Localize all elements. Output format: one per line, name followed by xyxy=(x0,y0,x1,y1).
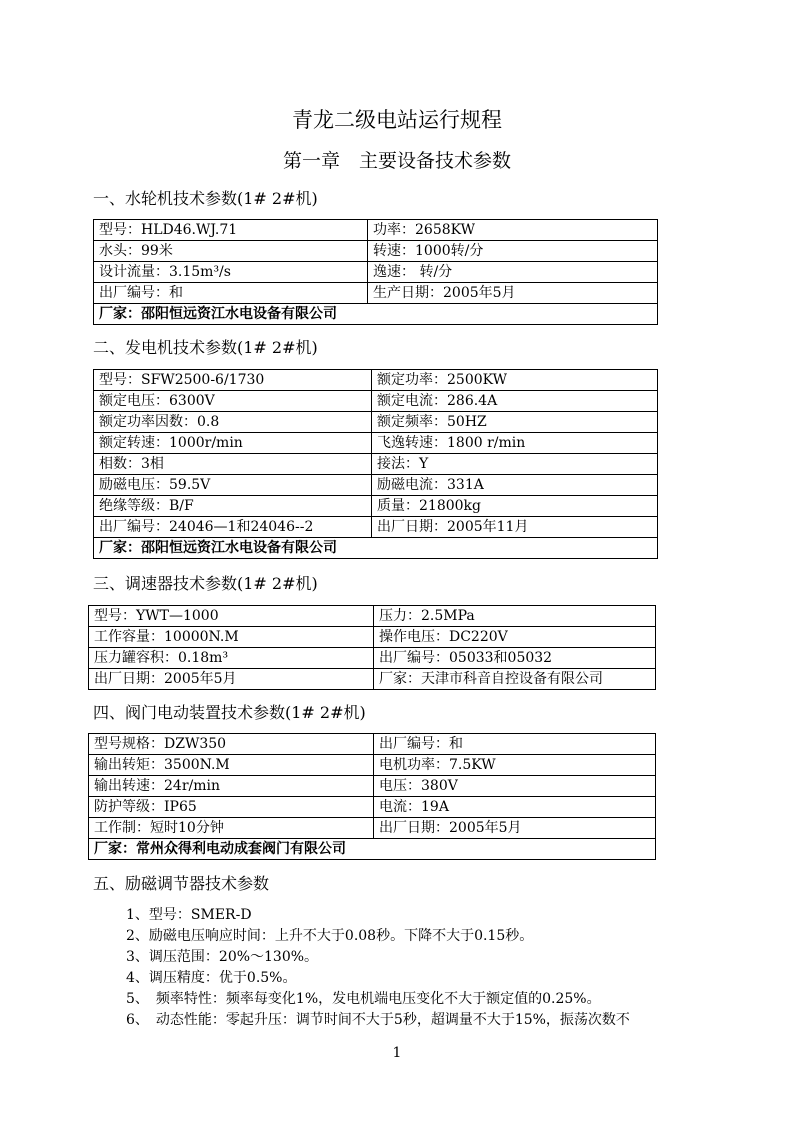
table-row xyxy=(89,669,656,690)
table-cell: 厂家：常州众得利电动成套阀门有限公司 xyxy=(89,839,656,860)
table-cell: 电流：19A xyxy=(374,797,656,818)
table-row xyxy=(94,517,658,538)
table-cell: 出厂编号：05033和05032 xyxy=(374,648,656,669)
section-heading-valve-actuator: 四、阀门电动装置技术参数(1# 2#机) xyxy=(93,703,366,722)
table-cell: 防护等级：IP65 xyxy=(89,797,374,818)
table-cell: 水头：99米 xyxy=(94,241,368,262)
table-cell: 型号：YWT—1000 xyxy=(89,606,374,627)
table-cell: 逸速： 转/分 xyxy=(368,262,658,283)
section-heading-turbine: 一、水轮机技术参数(1# 2#机) xyxy=(93,189,318,208)
table-cell: 型号：SFW2500-6/1730 xyxy=(94,370,372,391)
table-cell: 励磁电压：59.5V xyxy=(94,475,372,496)
table-cell: 出厂日期：2005年5月 xyxy=(374,818,656,839)
document-title: 青龙二级电站运行规程 xyxy=(292,108,502,132)
table-cell: 压力罐容积：0.18m³ xyxy=(89,648,374,669)
table-row xyxy=(89,734,656,755)
table-row xyxy=(89,839,656,860)
table-row xyxy=(89,776,656,797)
governor-params-table xyxy=(88,605,656,690)
table-cell: 质量：21800kg xyxy=(372,496,658,517)
table-cell: 工作容量：10000N.M xyxy=(89,627,374,648)
table-cell: 出厂日期：2005年5月 xyxy=(89,669,374,690)
table-row xyxy=(94,370,658,391)
section-heading-governor: 三、调速器技术参数(1# 2#机) xyxy=(93,574,318,593)
table-row xyxy=(94,283,658,304)
table-cell: 厂家：邵阳恒远资江水电设备有限公司 xyxy=(94,304,658,325)
table-cell: 生产日期：2005年5月 xyxy=(368,283,658,304)
table-cell: 操作电压：DC220V xyxy=(374,627,656,648)
table-cell: 接法：Y xyxy=(372,454,658,475)
table-cell: 额定频率：50HZ xyxy=(372,412,658,433)
section-heading-excitation-regulator: 五、励磁调节器技术参数 xyxy=(93,874,270,893)
table-row xyxy=(94,391,658,412)
table-row xyxy=(94,220,658,241)
table-cell: 额定电压：6300V xyxy=(94,391,372,412)
table-cell: 出厂编号：24046—1和24046--2 xyxy=(94,517,372,538)
table-cell: 转速：1000转/分 xyxy=(368,241,658,262)
table-row xyxy=(89,797,656,818)
table-cell: 型号规格：DZW350 xyxy=(89,734,374,755)
table-cell: 出厂日期：2005年11月 xyxy=(372,517,658,538)
table-cell: 额定功率：2500KW xyxy=(372,370,658,391)
section-heading-generator: 二、发电机技术参数(1# 2#机) xyxy=(93,338,318,357)
table-cell: 励磁电流：331A xyxy=(372,475,658,496)
list-item: 2、励磁电压响应时间：上升不大于0.08秒。下降不大于0.15秒。 xyxy=(126,928,534,944)
table-cell: 工作制：短时10分钟 xyxy=(89,818,374,839)
list-item: 4、调压精度：优于0.5%。 xyxy=(126,970,297,986)
table-row xyxy=(94,433,658,454)
generator-params-table xyxy=(93,369,658,559)
table-row xyxy=(89,606,656,627)
table-row xyxy=(94,538,658,559)
table-cell: 压力：2.5MPa xyxy=(374,606,656,627)
table-row xyxy=(89,648,656,669)
table-cell: 型号：HLD46.WJ.71 xyxy=(94,220,368,241)
table-cell: 飞逸转速：1800 r/min xyxy=(372,433,658,454)
valve-actuator-params-table xyxy=(88,733,656,860)
list-item: 6、 动态性能：零起升压：调节时间不大于5秒，超调量不大于15%，振荡次数不 xyxy=(126,1012,630,1028)
table-cell: 输出转矩：3500N.M xyxy=(89,755,374,776)
table-cell: 电压：380V xyxy=(374,776,656,797)
table-cell: 厂家：天津市科音自控设备有限公司 xyxy=(374,669,656,690)
table-cell: 电机功率：7.5KW xyxy=(374,755,656,776)
chapter-title: 第一章 主要设备技术参数 xyxy=(282,150,511,172)
list-item: 3、调压范围：20%～130%。 xyxy=(126,949,319,965)
turbine-params-table xyxy=(93,219,658,325)
table-cell: 功率：2658KW xyxy=(368,220,658,241)
table-row xyxy=(94,304,658,325)
list-item: 1、型号：SMER-D xyxy=(126,907,252,923)
table-row xyxy=(94,412,658,433)
table-cell: 额定转速：1000r/min xyxy=(94,433,372,454)
table-row xyxy=(89,627,656,648)
table-cell: 设计流量：3.15m³/s xyxy=(94,262,368,283)
table-cell: 出厂编号：和 xyxy=(374,734,656,755)
table-row xyxy=(94,241,658,262)
table-cell: 厂家：邵阳恒远资江水电设备有限公司 xyxy=(94,538,658,559)
table-cell: 绝缘等级：B/F xyxy=(94,496,372,517)
table-row xyxy=(89,755,656,776)
table-cell: 额定功率因数：0.8 xyxy=(94,412,372,433)
excitation-regulator-list xyxy=(126,905,630,1031)
table-row xyxy=(94,496,658,517)
table-row xyxy=(94,262,658,283)
table-row xyxy=(94,454,658,475)
page-number: 1 xyxy=(392,1045,402,1061)
table-cell: 出厂编号：和 xyxy=(94,283,368,304)
table-row xyxy=(94,475,658,496)
table-cell: 相数：3相 xyxy=(94,454,372,475)
table-row xyxy=(89,818,656,839)
table-cell: 额定电流：286.4A xyxy=(372,391,658,412)
table-cell: 输出转速：24r/min xyxy=(89,776,374,797)
list-item: 5、 频率特性：频率每变化1%，发电机端电压变化不大于额定值的0.25%。 xyxy=(126,991,601,1007)
